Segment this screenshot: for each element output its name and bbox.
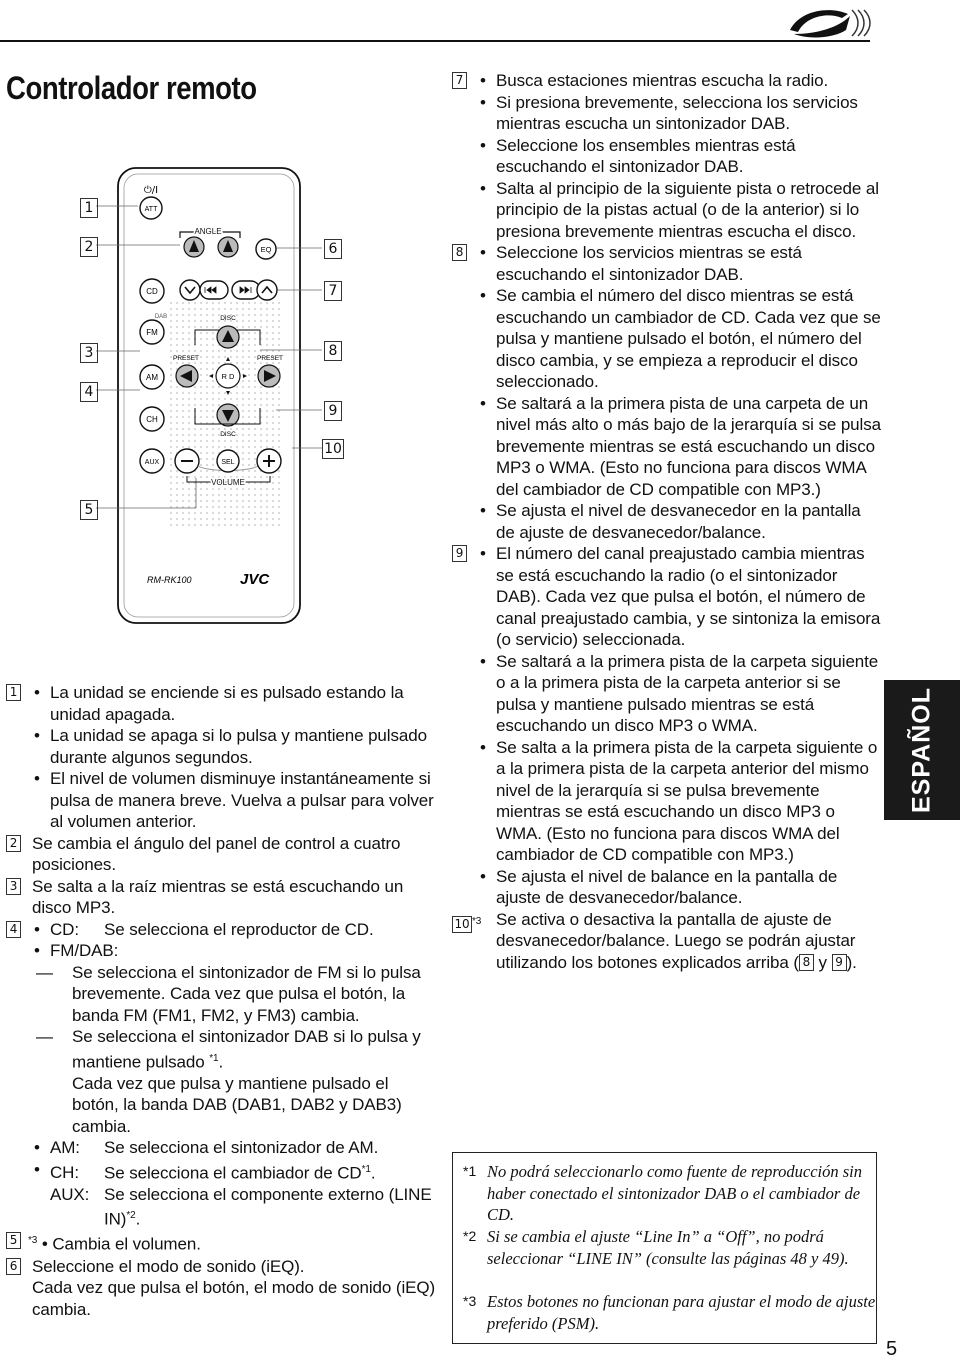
item-9: 9 • El número del canal preajustado cambia mientras se está escuchando la radio (o el sintonizador DAB). Cada vez que pulsa el botón, el número de canal preajustado cambia, y se sintoniza la emisora (o servicio) seleccionada. • Se saltará a la primera pista de la carpeta siguiente o a la primera pista de la carpeta anterior si se pulsa y mantiene pulsado mientras se está escuchando un disco MP3 o WMA. • Se salta a la primera pista de la carpeta siguiente o a la primera pista de la carpeta anterior del mismo nivel de la jerarquía si se pulsa brevemente mientras se está escuchando un disco MP3 o WMA. (Esto no funciona para discos WMA del cambiador de CD compatible con MP3.) • Se ajusta el nivel de balance en la pantalla de ajuste de desvanecedor/balance.: [452, 543, 882, 909]
right-column: [452, 70, 882, 973]
header-rule: [0, 40, 870, 42]
footnotes-box: [452, 1152, 877, 1344]
brand-logo: JVC: [240, 571, 270, 588]
callout-2: 2: [80, 237, 98, 258]
svg-text:EQ: EQ: [260, 245, 272, 254]
callout-7: 7: [324, 281, 342, 302]
page-number: 5: [886, 1338, 898, 1360]
page-title: Controlador remoto: [6, 70, 257, 106]
item-8: 8 • Seleccione los servicios mientras se está escuchando el sintonizador DAB. • Se cambia el número del disco mientras se está escuchando un cambiador de CD. Cada vez que se pulsa y mantiene pulsado el botón, el número del disco cambia, y se empieza a reproducir el disco seleccionado. • Se saltará a la primera pista de una carpeta de un nivel más alto o más bajo de la jerarquía si se pulsa brevemente mientras se está escuchando un disco MP3 o WMA. (Esto no funciona para discos WMA del cambiador de CD compatible con MP3.) • Se ajusta el nivel de desvanecedor en la pantalla de ajuste de desvanecedor/balance.: [452, 242, 882, 543]
svg-text:PRESET: PRESET: [172, 355, 200, 362]
svg-text:SEL: SEL: [221, 459, 235, 466]
svg-text:ATT: ATT: [144, 206, 158, 213]
item-7: 7 • Busca estaciones mientras escucha la radio. • Si presiona brevemente, selecciona los servicios mientras escucha un sintonizador DAB. • Seleccione los ensembles mientras está escuchando el sintonizador DAB. • Salta al principio de la siguiente pista o retrocede al principio de la pistas actual (o de la anterior) si lo presiona brevemente mientras escucha el disco.: [452, 70, 882, 242]
footnote-1: *1 No podrá seleccionarlo como fuente de reproducción sin haber conectado el sintonizador DAB o el cambiador de CD.: [463, 1162, 862, 1224]
callout-4: 4: [80, 382, 98, 403]
callout-3: 3: [80, 343, 98, 364]
down-button[interactable]: [180, 280, 200, 300]
svg-text:DISC: DISC: [220, 315, 236, 322]
up-button[interactable]: [257, 280, 277, 300]
item-3: 3 Se salta a la raíz mientras se está escuchando un disco MP3.: [6, 876, 436, 919]
language-tab: ESPAÑOL: [884, 680, 960, 820]
callout-9: 9: [324, 401, 342, 422]
item-5: 5 $^{*3}$ • Cambia el volumen.: [6, 1230, 436, 1255]
svg-text:FM: FM: [146, 328, 158, 337]
item-1: 1 • La unidad se enciende si es pulsado estando la unidad apagada. • La unidad se apaga si lo pulsa y mantiene pulsado durante algunos segundos. • El nivel de volumen disminuye instantáneamente si pulsa de manera breve. Vuelva a pulsar para volver al volumen anterior.: [6, 682, 436, 833]
callout-8: 8: [324, 341, 342, 362]
svg-text:AM: AM: [146, 373, 158, 382]
svg-text:AUX: AUX: [144, 459, 160, 466]
svg-text:PRESET: PRESET: [256, 355, 284, 362]
callout-1: 1: [80, 198, 98, 219]
item-4: 4 • CD: Se selecciona el reproductor de CD. • FM/DAB: — Se selecciona el sintonizador de FM si lo pulsa brevemente. Cada vez que pulsa el botón, la banda FM (FM1, FM2, y FM3) cambia. — Se selecciona el sintonizador DAB si lo pulsa y mantiene pulsado $^{*1}$. Cada vez que pulsa y mantiene pulsado el botón, la banda DAB (DAB1, DAB2 y DAB3) cambia. • AM: Se selecciona el sintonizador de AM. • CH: Se selecciona el cambiador de CD$^{*1}$. • AUX: Se selecciona el componente externo (LINE IN)$^{*2}$.: [6, 919, 436, 1231]
left-column: [6, 682, 436, 1320]
remote-control-illustration: [0, 160, 440, 660]
svg-text:DAB: DAB: [154, 314, 168, 320]
power-label: ⏻/I: [143, 185, 159, 196]
svg-text:CD: CD: [146, 287, 158, 296]
item-10: 10 $^{*3}$ Se activa o desactiva la pantalla de ajuste de desvanecedor/balance. Luego se podrán ajustar utilizando los botones explicados arriba ( 8 y 9 ).: [452, 909, 882, 974]
disc-logo-icon: [786, 4, 876, 40]
item-2: 2 Se cambia el ángulo del panel de control a cuatro posiciones.: [6, 833, 436, 876]
callout-6: 6: [324, 239, 342, 260]
callout-5: 5: [80, 500, 98, 521]
svg-text:ANGLE: ANGLE: [194, 227, 222, 236]
footnote-3: *3 Estos botones no funcionan para ajustar el modo de ajuste preferido (PSM).: [463, 1292, 876, 1333]
footnote-2: *2 Si se cambia el ajuste “Line In” a “Off”, no podrá seleccionar “LINE IN” (consulte las páginas 48 y 49).: [463, 1227, 849, 1268]
callout-10: 10: [322, 439, 344, 460]
model-label: RM-RK100: [147, 575, 192, 585]
item-6: 6 Seleccione el modo de sonido (iEQ). Cada vez que pulsa el botón, el modo de sonido (iEQ) cambia.: [6, 1256, 436, 1321]
svg-text:CH: CH: [146, 415, 158, 424]
svg-text:R D: R D: [221, 372, 235, 381]
svg-text:VOLUME: VOLUME: [211, 478, 245, 487]
svg-text:DISC: DISC: [220, 431, 236, 438]
